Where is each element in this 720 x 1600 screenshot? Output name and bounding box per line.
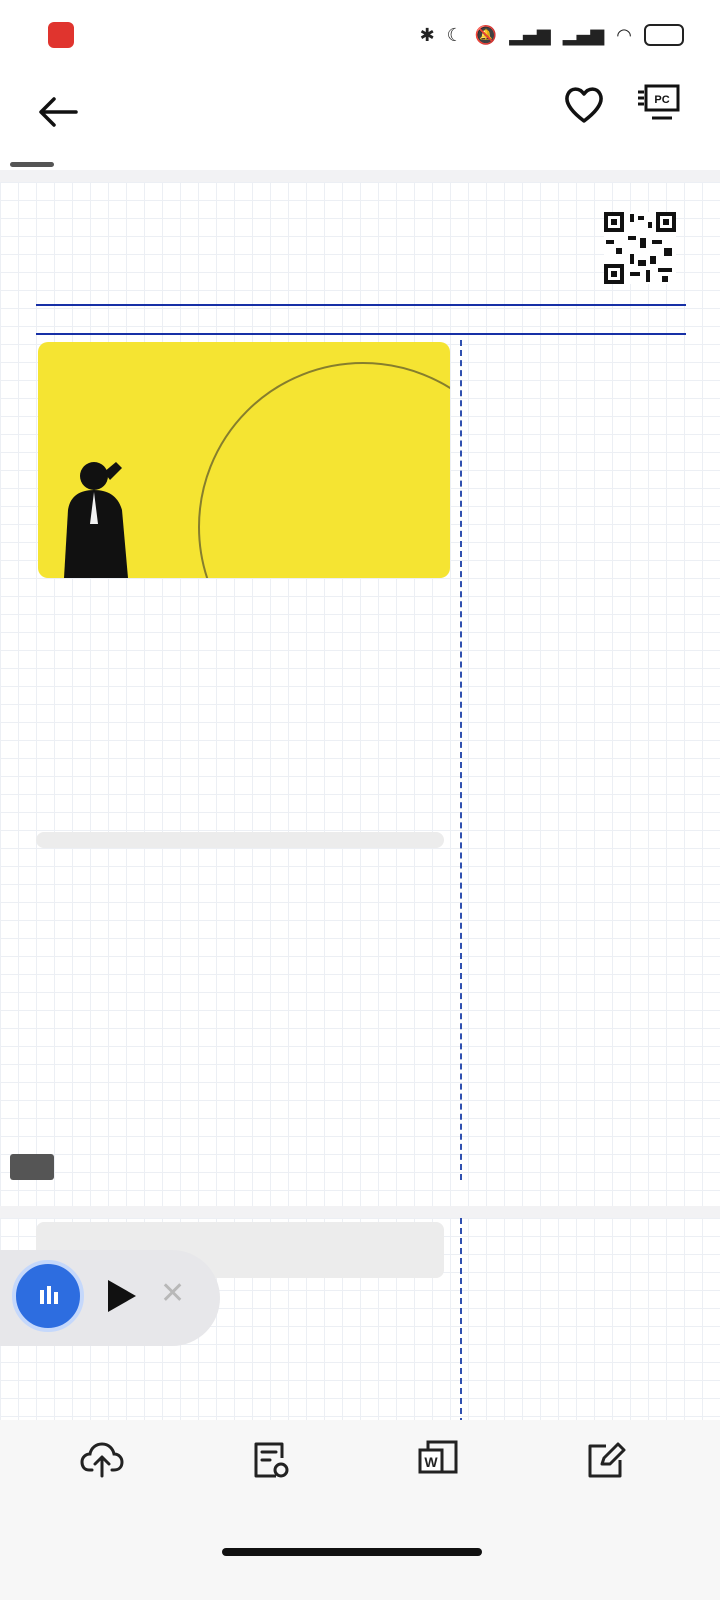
page-settings-icon — [248, 1440, 292, 1480]
back-arrow-icon[interactable] — [36, 90, 80, 134]
home-indicator[interactable] — [222, 1548, 482, 1556]
bottom-toolbar — [0, 1420, 720, 1600]
save-to-cloud-button[interactable] — [42, 1440, 162, 1486]
document-page — [0, 182, 720, 1206]
column-divider — [460, 1218, 462, 1444]
cast-to-pc-icon[interactable] — [636, 82, 682, 126]
battery-icon — [644, 24, 684, 46]
close-icon[interactable]: ✕ — [160, 1276, 186, 1311]
qr-code-icon[interactable] — [604, 212, 676, 284]
divider — [36, 333, 686, 335]
clock-dial — [198, 362, 450, 578]
businessman-silhouette — [42, 454, 162, 578]
cloud-upload-icon — [80, 1440, 124, 1480]
column-divider — [460, 340, 462, 1180]
note-annotate-button[interactable] — [546, 1440, 666, 1486]
moon-icon: ☾ — [446, 24, 463, 46]
chinese-translation — [36, 832, 444, 848]
edit-note-icon — [584, 1440, 628, 1480]
audio-player — [0, 1250, 220, 1346]
bluetooth-icon: ✱ — [419, 24, 435, 46]
page-number-badge — [10, 1154, 54, 1180]
page-manage-button[interactable] — [210, 1440, 330, 1486]
waveform-icon — [16, 1264, 80, 1328]
favorite-heart-icon[interactable] — [562, 82, 606, 126]
word-convert-icon — [416, 1440, 460, 1480]
audio-waveform-button[interactable] — [12, 1260, 84, 1332]
signal-icon: ▂▄▆ — [509, 24, 551, 46]
signal-icon-2: ▂▄▆ — [562, 24, 605, 46]
wifi-icon: ◠ — [616, 24, 632, 46]
status-bar — [0, 0, 720, 70]
svg-text:W: W — [424, 1454, 438, 1470]
divider — [36, 304, 686, 306]
article-illustration — [38, 342, 450, 578]
play-icon[interactable] — [104, 1278, 138, 1314]
status-icons — [420, 24, 684, 46]
drag-handle[interactable] — [10, 162, 54, 167]
convert-word-button[interactable] — [378, 1440, 498, 1486]
mute-icon: 🔕 — [474, 24, 498, 46]
top-bar — [0, 70, 720, 170]
svg-text:PC: PC — [654, 94, 670, 106]
taobao-app-icon — [48, 22, 74, 48]
